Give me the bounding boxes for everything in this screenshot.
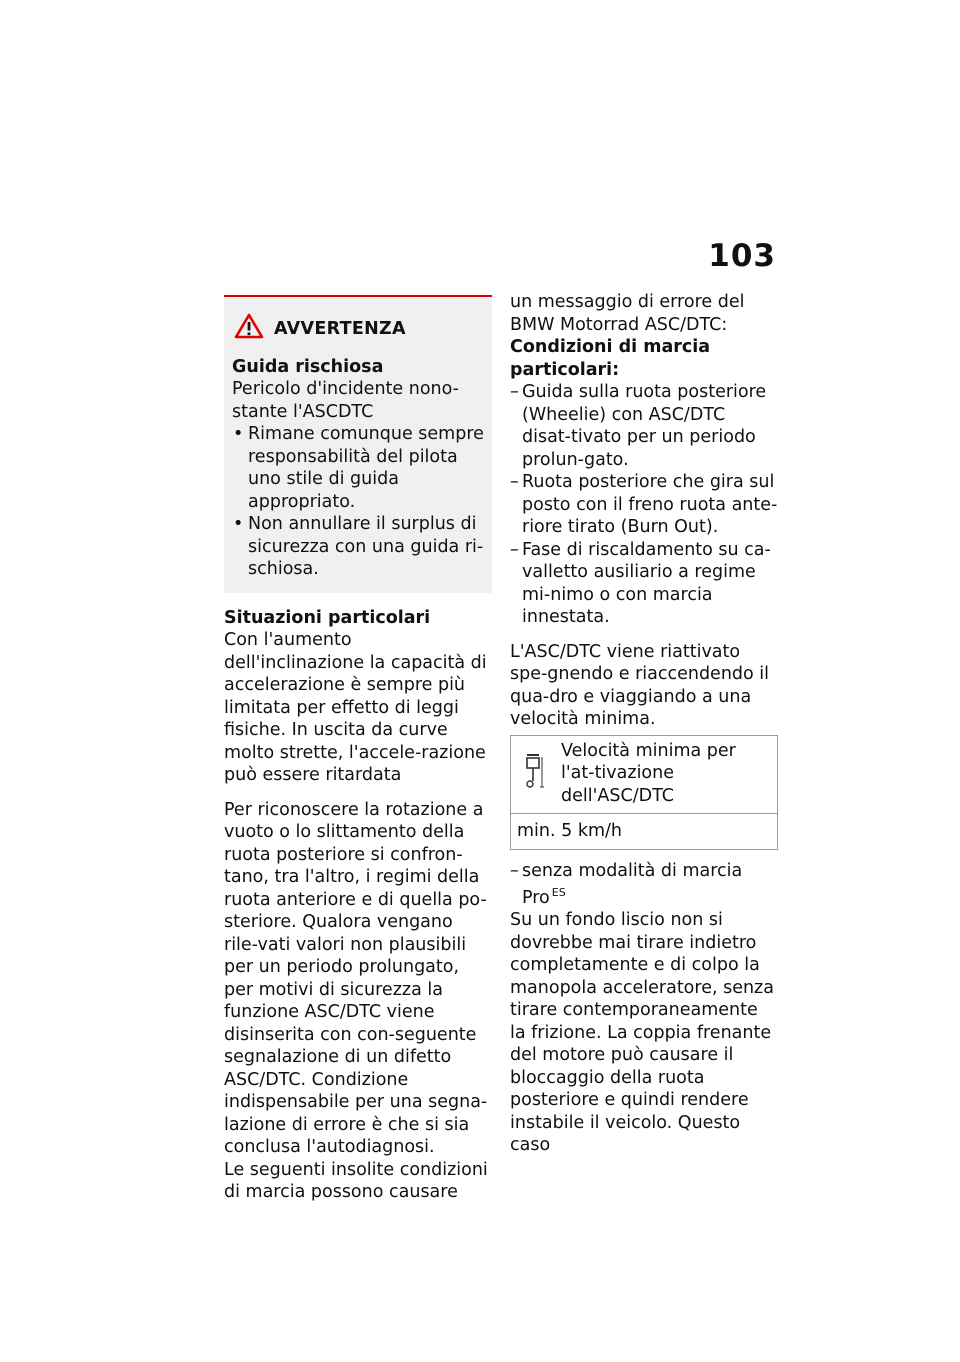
paragraph: Le seguenti insolite condizioni di marcia possono causare <box>224 1159 488 1202</box>
conditions-list <box>510 381 778 629</box>
page-number: 103 <box>708 238 776 274</box>
spec-value: min. 5 km/h <box>511 814 778 850</box>
spec-table <box>510 735 778 850</box>
warning-heading: Guida rischiosa <box>232 356 384 377</box>
warning-bullet: • Non annullare il surplus di sicurezza con una guida ri-schiosa. <box>232 513 484 581</box>
speed-spec-icon <box>523 776 545 796</box>
condition-item: – Ruota posteriore che gira sul posto con il freno ruota ante-riore tirato (Burn Out). <box>510 471 778 539</box>
warning-text: Pericolo d'incidente nono-stante l'ASCDTC <box>232 379 459 422</box>
right-column <box>510 291 778 1157</box>
paragraph: Con l'aumento dell'inclinazione la capacità di accelerazione è sempre più limitata per effetto di leggi fisiche. In uscita da curve molto strette, l'accele-razione può essere ritardata <box>224 630 487 785</box>
paragraph: un messaggio di errore del BMW Motorrad ASC/DTC: <box>510 292 745 335</box>
warning-bullets <box>232 423 484 581</box>
warning-title: AVVERTENZA <box>274 319 406 339</box>
spec-label: Velocità minima per l'at-tivazione dell'ASC/DTC <box>557 735 778 814</box>
paragraph: Per riconoscere la rotazione a vuoto o lo slittamento della ruota posteriore si confron-tano, tra l'altro, i regimi della ruota anteriore e di quella po-steriore. Qualora vengano rile-vati valori non plausibili per un periodo prolungato, per motivi di sicurezza la funzione ASC/DTC viene disinserita con con-seguente segnalazione di un difetto ASC/DTC. Condizione indispensabile per una segna-lazione di errore è che si sia conclusa l'autodiagnosi. <box>224 799 488 1157</box>
spec-icon-cell <box>511 735 558 814</box>
paragraph: L'ASC/DTC viene riattivato spe-gnendo e riaccendendo il qua-dro e viaggiando a una velocità minima. <box>510 641 770 729</box>
mode-line-pro <box>510 882 778 909</box>
warning-header <box>232 313 484 346</box>
warning-bullet: • Rimane comunque sempre responsabilità del pilota uno stile di guida appropriato. <box>232 423 484 513</box>
section-title: Situazioni particolari <box>224 607 431 628</box>
mode-line: – senza modalità di marcia <box>510 860 778 883</box>
condition-item: – Fase di riscaldamento su ca-valletto ausiliario a regime mi-nimo o con marcia innestata. <box>510 539 778 629</box>
mode-superscript: ES <box>551 886 566 899</box>
condition-item: – Guida sulla ruota posteriore (Wheelie) con ASC/DTC disat-tivato per un periodo prolun-gato. <box>510 381 778 471</box>
paragraph: Su un fondo liscio non si dovrebbe mai tirare indietro completamente e di colpo la manopola acceleratore, senza tirare contemporaneamente la frizione. La coppia frenante del motore può causare il bloccaggio della ruota posteriore e quindi rendere instabile il veicolo. Questo caso <box>510 910 774 1156</box>
warning-triangle-icon <box>234 313 264 346</box>
mode-list <box>510 860 778 883</box>
conditions-title: Condizioni di marcia particolari: <box>510 337 711 380</box>
warning-box <box>224 295 492 593</box>
mode-name: Pro <box>522 887 550 908</box>
left-column <box>224 295 492 1204</box>
